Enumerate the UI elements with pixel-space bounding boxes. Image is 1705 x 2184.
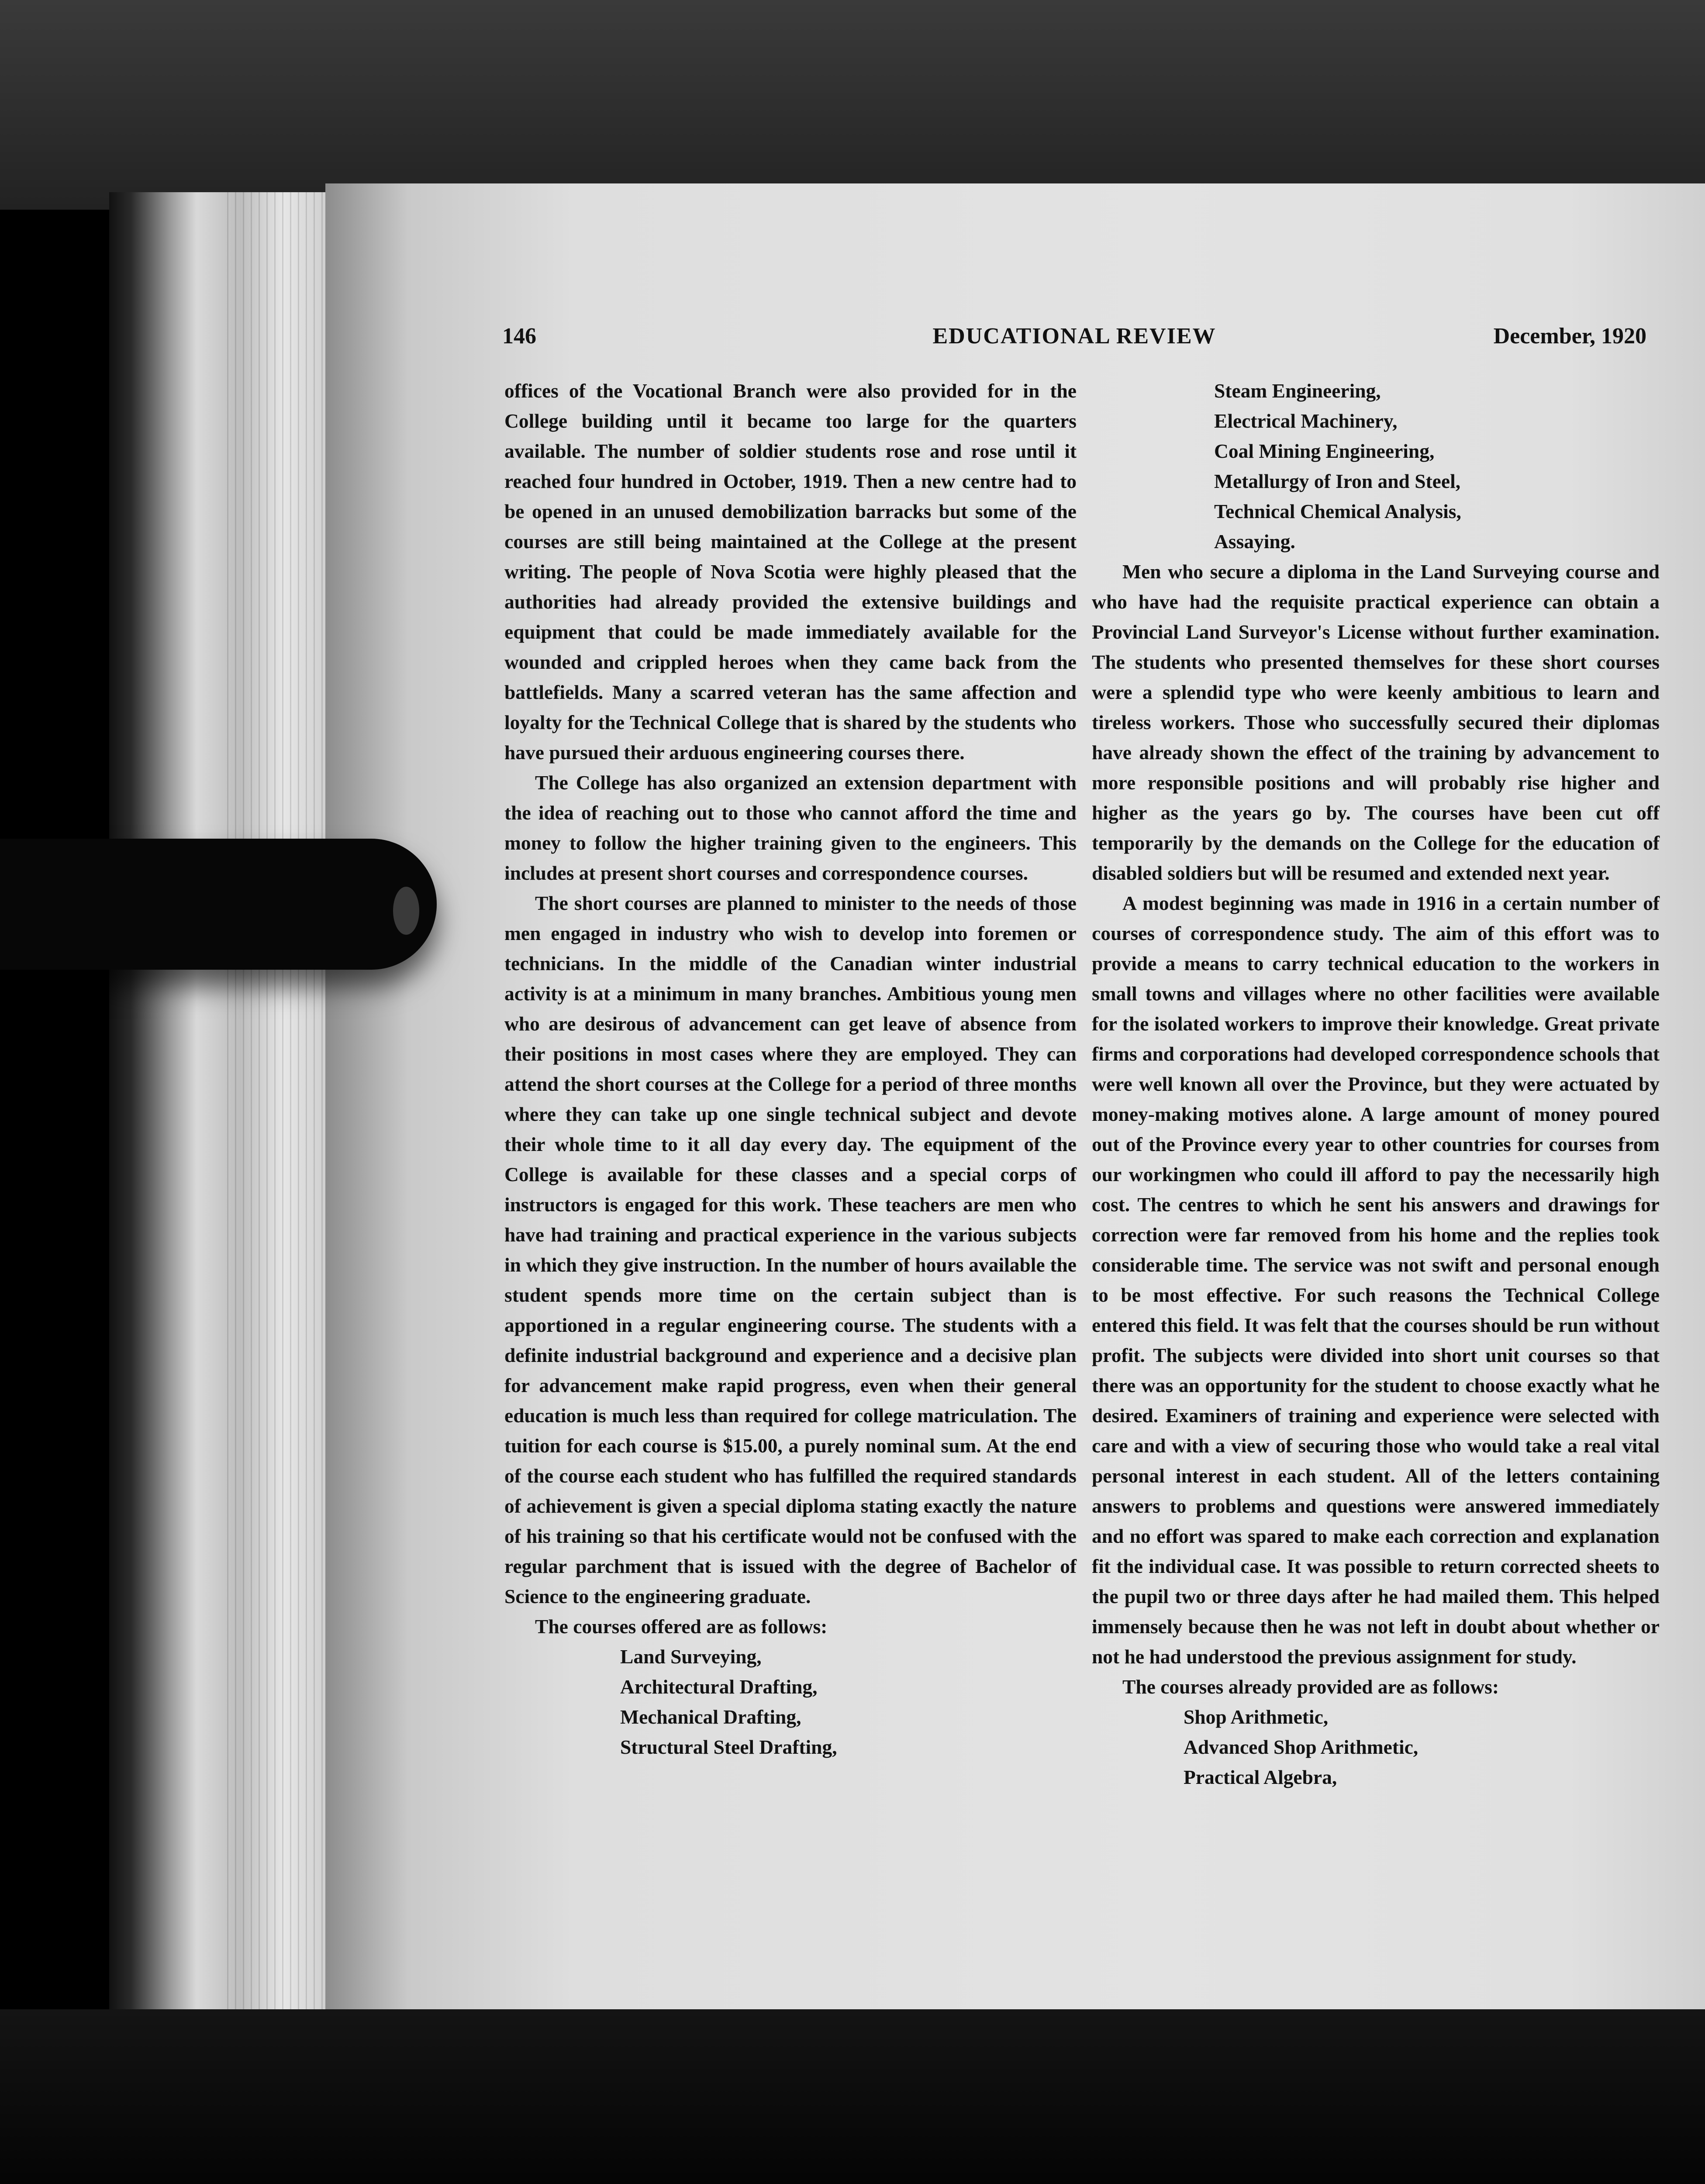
course-list — [1092, 376, 1660, 556]
right-column — [1092, 376, 1660, 1792]
journal-title: EDUCATIONAL REVIEW — [932, 324, 1216, 349]
course-list — [1092, 1702, 1660, 1792]
paragraph: A modest beginning was made in 1916 in a certain number of courses of correspondence study. The aim of this effort was to provide a means to carry technical education to the workers in small towns and villages where no other facilities were available for the isolated workers to improve their knowledge. Great private firms and corporations had developed correspondence schools that were well known all over the Province, but they were actuated by money-making motives alone. A large amount of money poured out of the Province every year to other countries for courses from our workingmen who could ill afford to pay the necessarily high cost. The centres to which he sent his answers and drawings for correction were far removed from his home and the replies took considerable time. The service was not swift and personal enough to be most effective. For such reasons the Technical College entered this field. It was felt that the courses should be run without profit. The subjects were divided into short unit courses so that there was an opportunity for the student to choose exactly what he desired. Examiners of training and experience were selected with care and with a view of securing those who would take a real vital personal interest in each student. All of the letters containing answers to problems and questions were answered immediately and no effort was spared to make each correction and explanation fit the individual case. It was possible to return corrected sheets to the pupil two or three days after he had mailed them. This helped immensely because then he was not left in doubt about whether or not he had understood the previous assignment for study. — [1092, 892, 1660, 1668]
paragraph: offices of the Vocational Branch were also provided for in the College building until it became too large for the quarters available. The number of soldier students rose and rose until it reached four hundred in October, 1919. Then a new centre had to be opened in an unused demobilization barracks but some of the courses are still being maintained at the College at the present writing. The people of Nova Scotia were highly pleased that the authorities had already provided the extensive buildings and equipment that could be made immediately available for the wounded and crippled heroes when they came back from the battlefields. Many a scarred veteran has the same affection and loyalty for the Technical College that is shared by the students who have pursued their arduous engineering courses there. — [504, 380, 1077, 764]
list-item: Land Surveying, — [620, 1645, 762, 1668]
list-item: Practical Algebra, — [1184, 1766, 1337, 1788]
scanner-background — [0, 0, 1705, 210]
list-item: Shop Arithmetic, — [1184, 1706, 1329, 1728]
scanner-bed — [0, 2009, 1705, 2184]
page-number: 146 — [502, 324, 536, 349]
thumb-holding-page — [0, 839, 437, 970]
list-item: Architectural Drafting, — [620, 1676, 818, 1698]
list-item: Structural Steel Drafting, — [620, 1736, 837, 1758]
list-item: Steam Engineering, — [1214, 380, 1381, 402]
paragraph: The courses already provided are as follows: — [1122, 1676, 1499, 1698]
left-column — [504, 376, 1077, 1762]
list-item: Mechanical Drafting, — [620, 1706, 801, 1728]
list-item: Advanced Shop Arithmetic, — [1184, 1736, 1419, 1758]
paragraph: The courses offered are as follows: — [535, 1615, 828, 1638]
list-item: Technical Chemical Analysis, — [1214, 500, 1461, 522]
list-item: Assaying. — [1214, 530, 1295, 553]
paragraph: The College has also organized an extension department with the idea of reaching out to those who cannot afford the time and money to follow the higher training given to the engineers. This includes at present short courses and correspondence courses. — [504, 771, 1077, 884]
paragraph: The short courses are planned to minister to the needs of those men engaged in industry who wish to develop into foremen or technicians. In the middle of the Canadian winter industrial activity is at a minimum in many branches. Ambitious young men who are desirous of advancement can get leave of absence from their positions in most cases where they are employed. They can attend the short courses at the College for a period of three months where they can take up one single technical subject and devote their whole time to it all day every day. The equipment of the College is available for these classes and a special corps of instructors is engaged for this work. These teachers are men who have had training and practical experience in the various subjects in which they give instruction. In the number of hours available the student spends more time on the certain subject than is apportioned in a regular engineering course. The students with a definite industrial background and experience and a decisive plan for advancement make rapid progress, even when their general education is much less than required for college matriculation. The tuition for each course is $15.00, a purely nominal sum. At the end of the course each student who has fulfilled the required standards of achievement is given a special diploma stating exactly the nature of his training so that his certificate would not be confused with the regular parchment that is issued with the degree of Bachelor of Science to the engineering graduate. — [504, 892, 1077, 1607]
list-item: Coal Mining Engineering, — [1214, 440, 1435, 462]
list-item: Metallurgy of Iron and Steel, — [1214, 470, 1461, 492]
issue-date: December, 1920 — [1493, 324, 1646, 349]
page-edge-lines — [227, 192, 328, 2027]
list-item: Electrical Machinery, — [1214, 410, 1398, 432]
course-list — [504, 1641, 1077, 1762]
paragraph: Men who secure a diploma in the Land Surveying course and who have had the requisite practical experience can obtain a Provincial Land Surveyor's License without further examination. The students who presented themselves for these short courses were a splendid type who were keenly ambitious to learn and tireless workers. Those who successfully secured their diplomas have already shown the effect of the training by advancement to more responsible positions and will probably rise higher and higher as the years go by. The courses have been cut off temporarily by the demands on the College for the education of disabled soldiers but will be resumed and extended next year. — [1092, 560, 1660, 884]
running-header — [502, 323, 1646, 358]
